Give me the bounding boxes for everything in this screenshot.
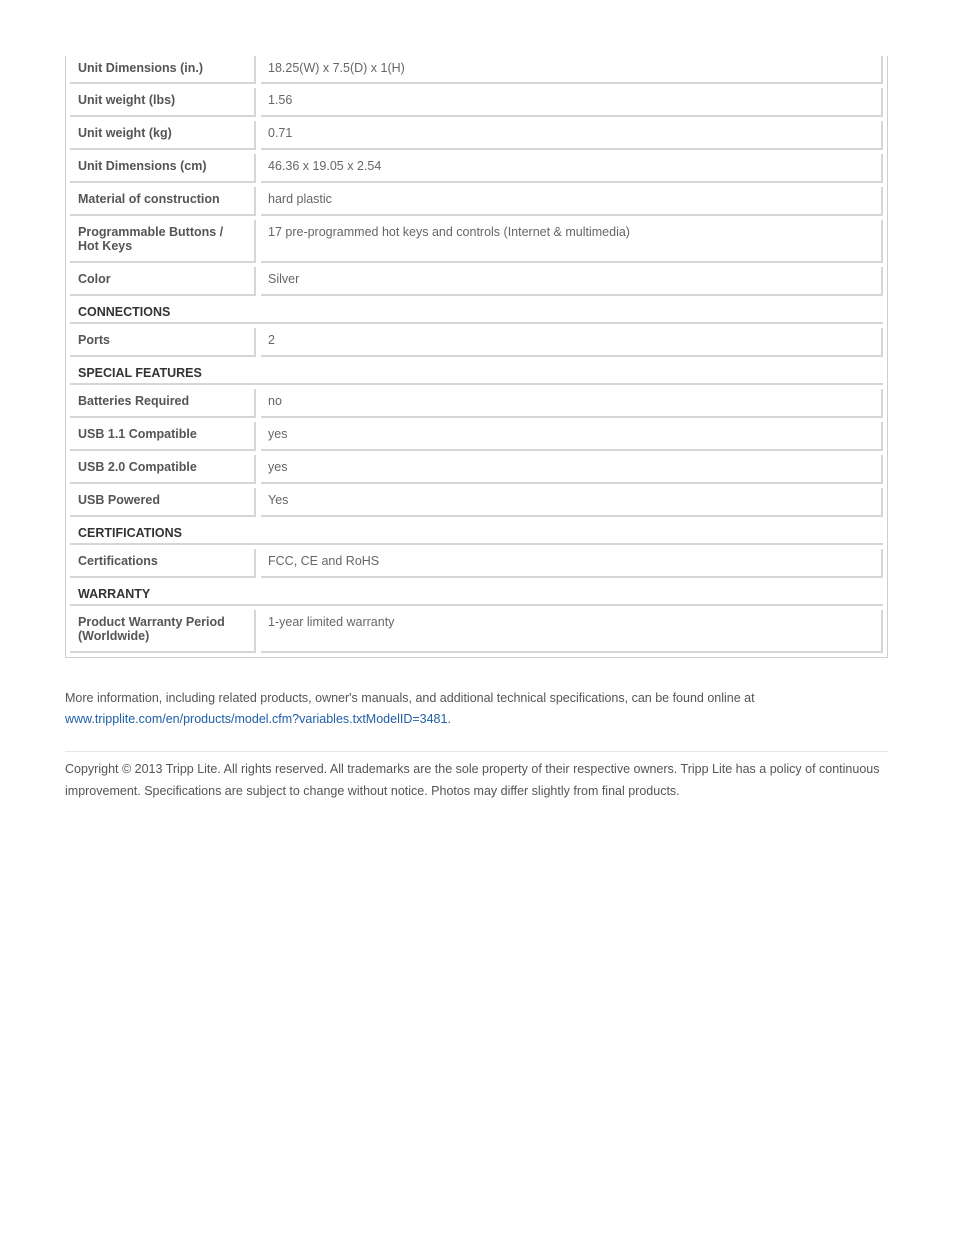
spec-row xyxy=(70,220,883,263)
more-info-suffix: . xyxy=(447,712,451,726)
spec-row xyxy=(70,610,883,653)
more-info-text: More information, including related products, owner's manuals, and additional technical specifications, can be found online at xyxy=(65,691,755,705)
section-header-certifications: CERTIFICATIONS xyxy=(70,521,883,545)
spec-value: no xyxy=(261,389,883,418)
spec-value: hard plastic xyxy=(261,187,883,216)
spec-row xyxy=(70,154,883,183)
copyright-notice: Copyright © 2013 Tripp Lite. All rights reserved. All trademarks are the sole property of their respective owners. Tripp Lite has a policy of continuous improvement. Specifications are subject to change without notice. Photos may differ slightly from final products. xyxy=(65,762,880,798)
spec-row xyxy=(70,56,883,84)
spec-row xyxy=(70,121,883,150)
spec-label: Unit weight (kg) xyxy=(70,121,256,150)
product-page-link[interactable]: www.tripplite.com/en/products/model.cfm?variables.txtModelID=3481 xyxy=(65,712,448,726)
more-info-paragraph xyxy=(65,688,888,730)
spec-label: Unit weight (lbs) xyxy=(70,88,256,117)
spec-label: Ports xyxy=(70,328,256,357)
spec-value: Yes xyxy=(261,488,883,517)
spec-label: Color xyxy=(70,267,256,296)
section-header-special-features: SPECIAL FEATURES xyxy=(70,361,883,385)
spec-value: Silver xyxy=(261,267,883,296)
spec-row xyxy=(70,389,883,418)
spec-value: yes xyxy=(261,455,883,484)
spec-row xyxy=(70,187,883,216)
spec-label: Unit Dimensions (in.) xyxy=(70,56,256,84)
spec-value: 18.25(W) x 7.5(D) x 1(H) xyxy=(261,56,883,84)
spec-row xyxy=(70,422,883,451)
spec-label: USB 1.1 Compatible xyxy=(70,422,256,451)
section-header-connections: CONNECTIONS xyxy=(70,300,883,324)
spec-value: 2 xyxy=(261,328,883,357)
spec-label: USB 2.0 Compatible xyxy=(70,455,256,484)
spec-row xyxy=(70,267,883,296)
spec-label: Programmable Buttons / Hot Keys xyxy=(70,220,256,263)
spec-value: 1.56 xyxy=(261,88,883,117)
spec-label: Product Warranty Period (Worldwide) xyxy=(70,610,256,653)
spec-row xyxy=(70,328,883,357)
section-header-warranty: WARRANTY xyxy=(70,582,883,606)
footer-divider xyxy=(65,751,888,752)
spec-label: Unit Dimensions (cm) xyxy=(70,154,256,183)
spec-row xyxy=(70,488,883,517)
spec-label: Material of construction xyxy=(70,187,256,216)
spec-value: 46.36 x 19.05 x 2.54 xyxy=(261,154,883,183)
spec-label: Certifications xyxy=(70,549,256,578)
spec-value: FCC, CE and RoHS xyxy=(261,549,883,578)
spec-row xyxy=(70,455,883,484)
spec-label: Batteries Required xyxy=(70,389,256,418)
spec-row xyxy=(70,549,883,578)
spec-label: USB Powered xyxy=(70,488,256,517)
spec-value: 17 pre-programmed hot keys and controls (Internet & multimedia) xyxy=(261,220,883,263)
spec-value: yes xyxy=(261,422,883,451)
spec-value: 0.71 xyxy=(261,121,883,150)
spec-value: 1-year limited warranty xyxy=(261,610,883,653)
specifications-table xyxy=(65,56,888,658)
spec-row xyxy=(70,88,883,117)
